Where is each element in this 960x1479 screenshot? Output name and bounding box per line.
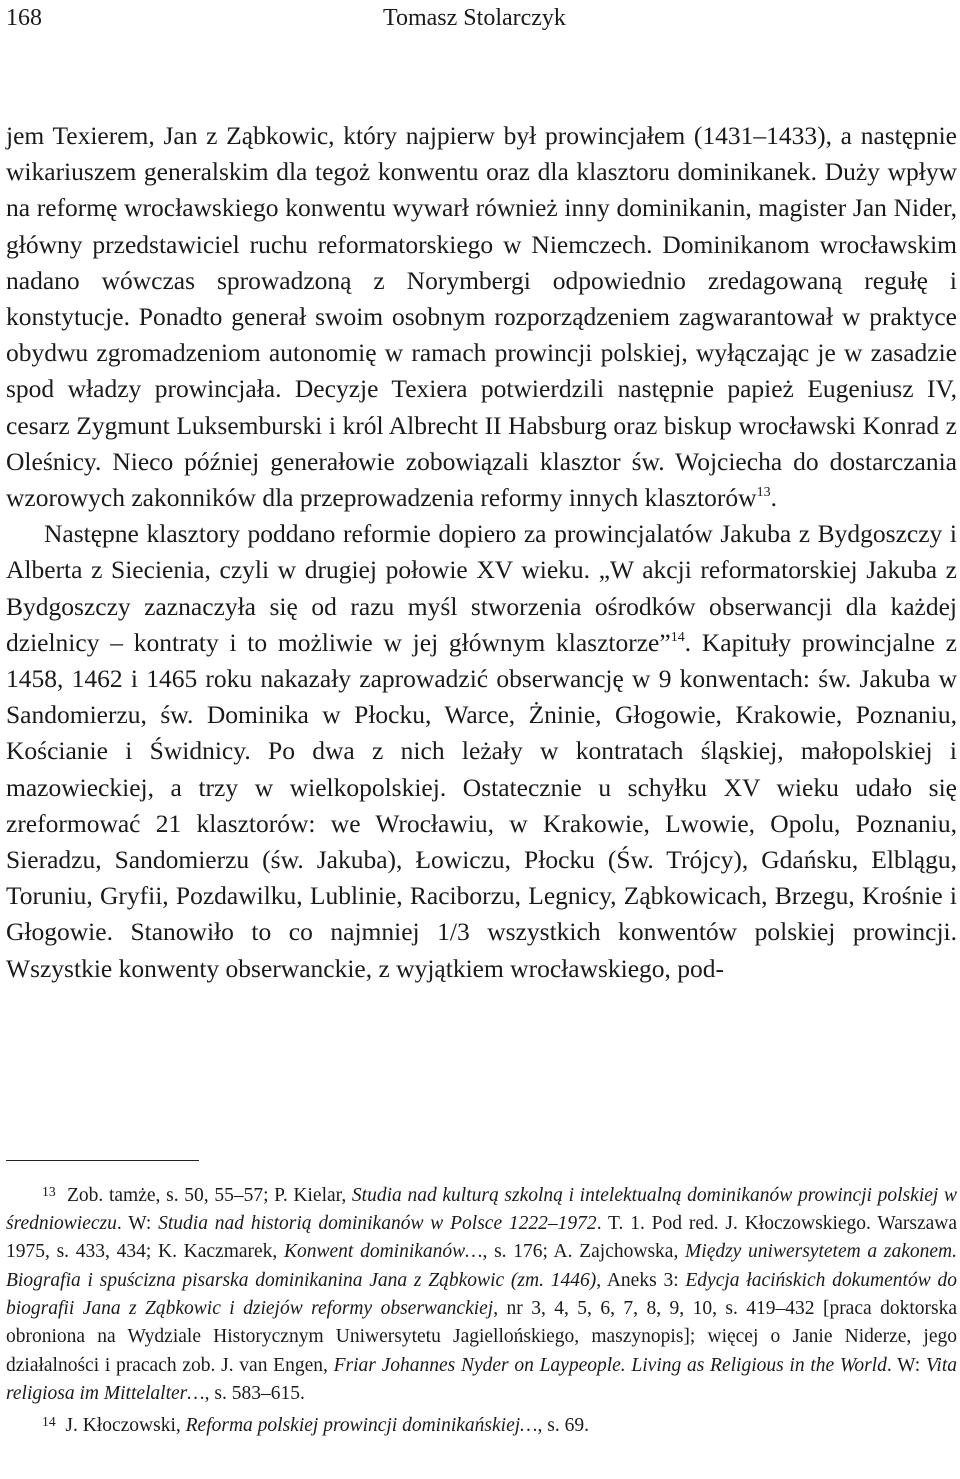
main-text (6, 118, 957, 987)
footnote-13-title-7: Vita religiosa im Mittelalter… (6, 1354, 957, 1404)
footnote-13-title-1: Studia nad kulturą szkolną i intelektualną dominikanów prowincji polskiej w średniowieczu (6, 1184, 958, 1235)
footnote-13-title-4: Między uniwersytetem a zakonem. Biografia i spuścizna pisarska dominikanina Jana z Ząbkowic (zm. 1446) (6, 1241, 957, 1291)
page-number: 168 (6, 5, 42, 31)
footnote-13-text: , nr 3, 4, 5, 6, 7, 8, 9, 10, s. 419–432 [praca doktorska obroniona na Wydziale Historycznym Uniwersytetu Jagiellońskiego, maszynopis]; więcej o Janie Niderze, jego działalności i pracach zob. J. van Engen, (6, 1297, 957, 1376)
running-head (6, 2, 950, 34)
paragraph-2-text: Następne klasztory poddano reformie dopiero za prowincjalatów Jakuba z Bydgoszczy i Alberta z Siecienia, czyli w drugiej połowie XV wieku. „W akcji reformatorskiej Jakuba z Bydgoszczy zaznaczyła się od razu myśl stworzenia ośrodków obserwancji dla każdej dzielnicy – kontraty i to możliwie w jej głównym klasztorze” (6, 519, 957, 657)
footnote-13-title-2: Studia nad historią dominikanów w Polsce 1222–1972 (158, 1213, 597, 1235)
footnote-13-text: Zob. tamże, s. 50, 55–57; P. Kielar, (67, 1184, 352, 1206)
footnote-13-number: 13 (42, 1184, 56, 1199)
footnote-13-title-3: Konwent dominikanów… (284, 1241, 483, 1263)
footnote-14-text: J. Kłoczowski, (65, 1414, 186, 1436)
footnote-13-title-5: Edycja łacińskich dokumentów do biografii Jana z Ząbkowic i dziejów reformy obserwanckiej (6, 1269, 957, 1319)
footnote-13-title-6: Friar Johannes Nyder on Laypeople. Living as Religious in the World (333, 1354, 887, 1376)
footnote-13-text: , Aneks 3: (596, 1269, 686, 1291)
paragraph-1-end: . (770, 483, 777, 513)
footnote-13 (6, 1178, 957, 1408)
footnote-14-number: 14 (42, 1414, 56, 1430)
footnote-13-text: . W: (116, 1213, 159, 1235)
paragraph-1 (6, 118, 957, 516)
footnote-ref-14[interactable]: 14 (670, 629, 685, 645)
footnote-13-text: , s. 583–615. (204, 1382, 305, 1404)
footnote-rule (6, 1160, 199, 1161)
paragraph-2-text-cont: . Kapituły prowincjalne z 1458, 1462 i 1465 roku nakazały zaprowadzić obserwancję w 9 konwentach: św. Jakuba w Sandomierzu, św. Dominika w Płocku, Warce, Żninie, Głogowie, Krakowie, Poznaniu, Kościanie i Świdnicy. Po dwa z nich leżały w kontratach śląskiej, małopolskiej i mazowieckiej, a trzy w wielkopolskiej. Ostatecznie u schyłku XV wieku udało się zreformować 21 klasztorów: we Wrocławiu, w Krakowie, Lwowie, Opolu, Poznaniu, Sieradzu, Sandomierzu (św. Jakuba), Łowiczu, Płocku (Św. Trójcy), Gdańsku, Elblągu, Toruniu, Gryfii, Pozdawilku, Lublinie, Raciborzu, Legnicy, Ząbkowicach, Brzegu, Krośnie i Głogowie. Stanowiło to co najmniej 1/3 wszystkich konwentów polskiej prowincji. Wszystkie konwenty obserwanckie, z wyjątkiem wrocławskiego, pod- (6, 627, 958, 983)
footnote-14 (6, 1408, 957, 1440)
footnote-14-text: , s. 69. (537, 1414, 589, 1436)
footnote-14-title-1: Reforma polskiej prowincji dominikańskiej… (185, 1414, 538, 1436)
paragraph-2 (6, 516, 957, 987)
paragraph-1-text: jem Texierem, Jan z Ząbkowic, który najpierw był prowincjałem (1431–1433), a następnie wikariuszem generalskim dla tegoż konwentu oraz dla klasztoru dominikanek. Duży wpływ na reformę wrocławskiego konwentu wywarł również inny dominikanin, magister Jan Nider, główny przedstawiciel ruchu reformatorskiego w Niemczech. Dominikanom wrocławskim nadano wówczas sprowadzoną z Norymbergi odpowiednio zredagowaną regułę i konstytucje. Ponadto generał swoim osobnym rozporządzeniem zagwarantował w praktyce obydwu zgromadzeniom autonomię w ramach prowincji polskiej, wyłączając je w zasadzie spod władzy prowincjała. Decyzje Texiera potwierdzili następnie papież Eugeniusz IV, cesarz Zygmunt Luksemburski i król Albrecht II Habsburg oraz biskup wrocławski Konrad z Oleśnicy. Nieco później generałowie zobowiązali klasztor św. Wojciecha do dostarczania wzorowych zakonników dla przeprowadzenia reformy innych klasztorów (6, 121, 957, 513)
running-head-author: Tomasz Stolarczyk (383, 5, 566, 31)
footnotes (6, 1178, 957, 1440)
footnote-13-text: , s. 176; A. Zajchowska, (482, 1241, 686, 1263)
footnote-13-text: . W: (886, 1354, 926, 1376)
footnote-ref-13[interactable]: 13 (756, 484, 771, 500)
footnote-13-text: . T. 1. Pod red. J. Kłoczowskiego. Warszawa 1975, s. 433, 434; K. Kaczmarek, (6, 1213, 957, 1263)
